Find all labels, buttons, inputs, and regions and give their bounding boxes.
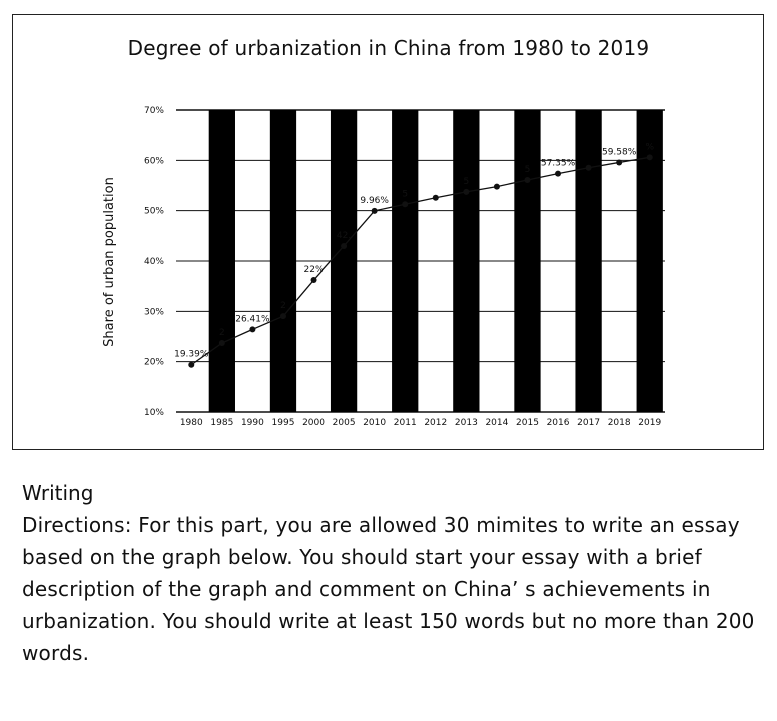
writing-heading: Writing (22, 481, 94, 505)
x-tick-label: 2017 (577, 418, 601, 428)
y-axis-label: Share of urban population (102, 177, 117, 347)
y-tick-label: 30% (143, 307, 164, 318)
data-point (311, 277, 317, 283)
x-tick-label: 1995 (271, 418, 295, 428)
x-tick-label: 2012 (424, 418, 448, 428)
x-tick-label: 2005 (332, 418, 356, 428)
column-band (453, 110, 479, 412)
column-band (392, 110, 418, 412)
column-band (270, 110, 296, 412)
data-label: 2 (280, 301, 286, 312)
x-tick-label: 2018 (607, 418, 631, 428)
chart-title: Degree of urbanization in China from 1980 to 2019 (127, 36, 650, 60)
data-point (647, 154, 653, 160)
x-tick-label: 1980 (179, 418, 203, 428)
x-tick-labels (180, 418, 662, 428)
x-tick-label: 2014 (485, 418, 509, 428)
data-point (616, 159, 622, 165)
data-label: 59.58% (601, 147, 637, 158)
data-label: 2 (218, 328, 225, 339)
data-label: 22% (303, 265, 324, 276)
data-point (188, 362, 194, 368)
data-label: 57.35% (540, 158, 576, 169)
x-tick-label: 2010 (363, 418, 387, 428)
data-point (402, 201, 408, 207)
data-point (433, 195, 439, 201)
data-label: 5 (524, 164, 531, 175)
x-tick-label: 2013 (454, 418, 478, 428)
column-band (331, 110, 357, 412)
data-label: 19.39% (174, 349, 209, 360)
data-point (219, 340, 225, 346)
writing-directions: Directions: For this part, you are allowed 30 mimites to write an essay based on the graph below. You should start your essay with a brief description of the graph and comment on China’ s achievements in urbanization. You should write at least 150 words but no more than 200 words. (22, 513, 755, 665)
y-tick-label: 70% (143, 106, 164, 116)
y-tick-label: 60% (143, 156, 164, 167)
data-label: 5 (463, 176, 470, 187)
y-tick-label: 20% (143, 357, 164, 368)
x-tick-label: 1990 (240, 418, 264, 428)
data-label: 9.96% (360, 195, 389, 206)
x-tick-label: 2015 (516, 418, 539, 428)
column-band (514, 110, 540, 412)
y-tick-label: 40% (143, 257, 164, 267)
x-tick-label: 2016 (546, 418, 570, 428)
x-tick-label: 2019 (638, 418, 662, 428)
data-label: 42. (336, 230, 352, 241)
data-point (249, 326, 255, 332)
data-label: 5 (402, 189, 409, 200)
y-tick-label: 50% (143, 206, 164, 217)
data-point (463, 189, 469, 195)
data-label: 26.41% (235, 314, 270, 325)
data-point (280, 313, 286, 319)
data-point (586, 165, 592, 171)
x-tick-label: 2011 (393, 418, 417, 428)
data-point (341, 243, 347, 249)
data-label: % (645, 142, 654, 153)
writing-section (22, 478, 762, 669)
data-point (524, 177, 530, 183)
column-band (575, 110, 601, 412)
data-point (372, 208, 378, 214)
data-point (494, 184, 500, 190)
y-tick-labels (144, 106, 164, 418)
x-tick-label: 2000 (302, 418, 325, 428)
y-tick-label: 10% (143, 408, 164, 418)
x-tick-label: 1985 (210, 418, 234, 428)
column-band (209, 110, 235, 412)
data-point (555, 171, 561, 177)
